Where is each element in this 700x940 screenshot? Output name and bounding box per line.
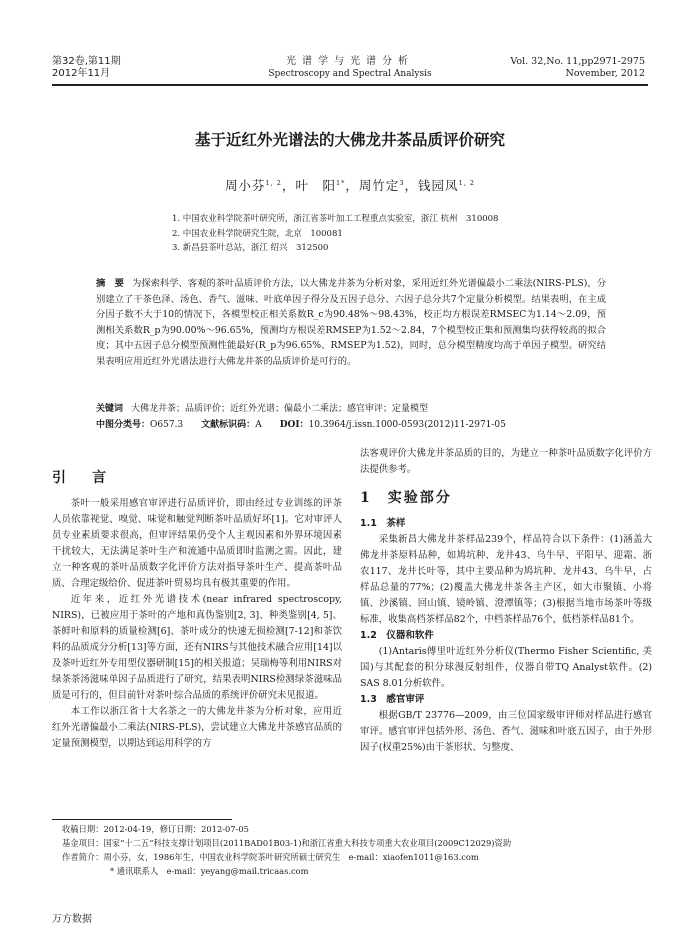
volume-pages: Vol. 32,No. 11,pp2971-2975 [510, 56, 645, 67]
footnote-rule [52, 819, 232, 820]
author-4-affiliation: 1, 2 [458, 178, 475, 187]
author-4: 钱园凤 [418, 178, 459, 193]
section-1-3-text: 根据GB/T 23776—2009，由三位国家级审评师对样品进行感官审评。感官审评包括外形、汤色、香气、滋味和叶底五因子，由于外形因子(权重25%)由干茶形状、匀整度、 [360, 710, 652, 753]
author-1-affiliation: 1, 2 [265, 178, 282, 187]
intro-heading: 引 言 [52, 470, 112, 486]
author-2-affiliation: 1* [335, 178, 346, 187]
publication-month: November, 2012 [565, 68, 645, 79]
section-1-3-heading: 1.3 感官审评 [360, 694, 425, 705]
affiliation-list [172, 212, 498, 256]
paper-title: 基于近红外光谱法的大佛龙井茶品质评价研究 [194, 131, 505, 149]
left-column [52, 470, 342, 752]
corresponding-author: * 通讯联系人 e-mail：yeyang@mail.tricaas.com [110, 866, 309, 876]
intro-paragraph-3: 本工作以浙江省十大名茶之一的大佛龙井茶为分析对象，应用近红外光谱偏最小二乘法(NIRS-PLS)，尝试建立大佛龙井茶感官品质的定量预测模型，以期达到运用科学的方 [52, 706, 342, 749]
publication-date: 2012年11月 [52, 68, 111, 79]
intro-continuation: 法客观评价大佛龙井茶品质的目的，为建立一种茶叶品质数字化评价方法提供参考。 [360, 448, 652, 475]
section-1-1-text: 采集新昌大佛龙井茶样品239个，样品符合以下条件：(1)涵盖大佛龙井茶原料品种，如鸠坑种、龙井43、乌牛早、平阳早、迎霜、浙农117、龙井长叶等，其中主要品种为鸠坑种、龙井43、乌牛早，占样品总量的77%；(2)覆盖大佛龙井茶各主产区，如大市聚镇、小将镇、沙溪镇、回山镇、镜岭镇、澄潭镇等；(3)根据当地市场茶叶等级标准，收集高档茶样品82个，中档茶样品76个，低档茶样品81个。 [360, 534, 652, 625]
doi-label: DOI： [279, 420, 309, 430]
abstract [96, 276, 606, 369]
keywords [96, 402, 606, 417]
section-1-heading: 1 实验部分 [360, 490, 452, 506]
doi-value: 10.3964/j.issn.1000-0593(2012)11-2971-05 [308, 420, 506, 430]
keywords-label: 关键词 [96, 404, 124, 414]
journal-citation-info [510, 56, 645, 80]
section-1-2-heading: 1.2 仪器和软件 [360, 630, 434, 641]
received-dates: 收稿日期：2012-04-19，修订日期：2012-07-05 [62, 824, 249, 834]
intro-paragraph-2: 近年来，近红外光谱技术(near infrared spectroscopy, NIRS)，已被应用于茶叶的产地和真伪鉴别[2, 3]、种类鉴别[4, 5]、茶鲜叶和原料的质量检测[6]、茶叶成分的快速无损检测[7-12]和茶饮料的品质成分分析[13]等方面，还有NIRS与其他技术融合应用[14]以及茶叶近红外专用型仪器研制[15]的相关报道；吴瑞梅等利用NIRS对绿茶茶汤滋味单因子品质进行了研究，结果表明NIRS检测绿茶滋味品质是可行的，但目前针对茶叶综合品质的系统评价研究未见报道。 [52, 594, 342, 701]
clc-value: O657.3 [150, 420, 184, 430]
keywords-text: 大佛龙井茶；品质评价；近红外光谱；偏最小二乘法；感官审评；定量模型 [131, 404, 429, 414]
clc-label: 中图分类号： [96, 420, 151, 430]
affiliation-2: 2. 中国农业科学院研究生院，北京 100081 [172, 228, 343, 239]
classification-line [96, 418, 616, 433]
author-2: 叶 阳 [295, 178, 336, 193]
intro-paragraph-1: 茶叶一般采用感官审评进行品质评价，即由经过专业训练的评茶人员依靠视觉、嗅觉、味觉和触觉判断茶叶品质好坏[1]。它对审评人员专业素质要求很高，但审评结果仍受个人主观因素和外界环境因素干扰较大，无法满足茶叶生产和流通中品质即时监测之需。因此，建立一种客观的茶叶品质数字化评价方法对指导茶叶生产、提高茶叶品质、合理定级给价、促进茶叶贸易均具有极其重要的作用。 [52, 498, 342, 589]
volume-issue: 第32卷,第11期 [52, 56, 121, 67]
author-3: 周竹定 [358, 178, 400, 193]
wanfang-watermark: 万方数据 [52, 914, 92, 925]
author-1: 周小芬 [225, 178, 266, 193]
funding-info: 基金项目：国家“十二五”科技支撑计划项目(2011BAD01B03-1)和浙江省重大科技专项重大农业项目(2009C12029)资助 [62, 838, 512, 848]
abstract-label: 摘 要 [96, 278, 124, 289]
abstract-text: 为探索科学、客观的茶叶品质评价方法，以大佛龙井茶为分析对象，采用近红外光谱偏最小二乘法(NIRS-PLS)，分别建立了干茶色泽、汤色、香气、滋味、叶底单因子得分及五因子总分、六因子总分共7个定量分析模型。结果表明，在主成分因子数不大于10的情况下，各模型校正相关系数R_c为90.48%～98.43%，校正均方根误差RMSEC为1.14～2.09，预测相关系数R_p为90.00%～96.65%，预测均方根误差RMSEP为1.52～2.84，7个模型校正集和预测集均获得较高的拟合度；其中五因子总分模型预测性能最好(R_p为96.65%、RMSEP为1.52)，同时，总分模型精度均高于单因子模型。研究结果表明应用近红外光谱法进行大佛龙井茶的品质评价是可行的。 [96, 278, 606, 367]
author-list: 周小芬$^{1, 2}$，叶 阳$^{1*}$，周竹定$^3$，钱园凤$^{1, 2}$ [225, 178, 475, 193]
doc-code-value: A [255, 420, 262, 430]
section-1-1-heading: 1.1 茶样 [360, 518, 406, 529]
right-column [360, 446, 652, 756]
affiliation-3: 3. 新昌县茶叶总站，浙江 绍兴 312500 [172, 243, 329, 253]
author-3-affiliation: 3 [399, 178, 405, 187]
affiliation-1: 1. 中国农业科学院茶叶研究所，浙江省茶叶加工工程重点实验室，浙江 杭州 310008 [172, 214, 499, 224]
journal-name-cn: 光谱学与光谱分析 [286, 56, 414, 67]
doc-code-label: 文献标识码： [201, 420, 256, 430]
section-1-2-text: (1)Antaris傅里叶近红外分析仪(Thermo Fisher Scientific, 美国)与其配套的积分球漫反射组件，仪器自带TQ Analyst软件。(2) SAS 8.01分析软件。 [360, 646, 652, 689]
footnotes [62, 822, 511, 878]
author-bio: 作者简介：周小芬，女，1986年生，中国农业科学院茶叶研究所硕士研究生 e-mail：xiaofen1011@163.com [62, 852, 479, 862]
header-rule [52, 84, 648, 86]
journal-name-en: Spectroscopy and Spectral Analysis [268, 69, 432, 79]
